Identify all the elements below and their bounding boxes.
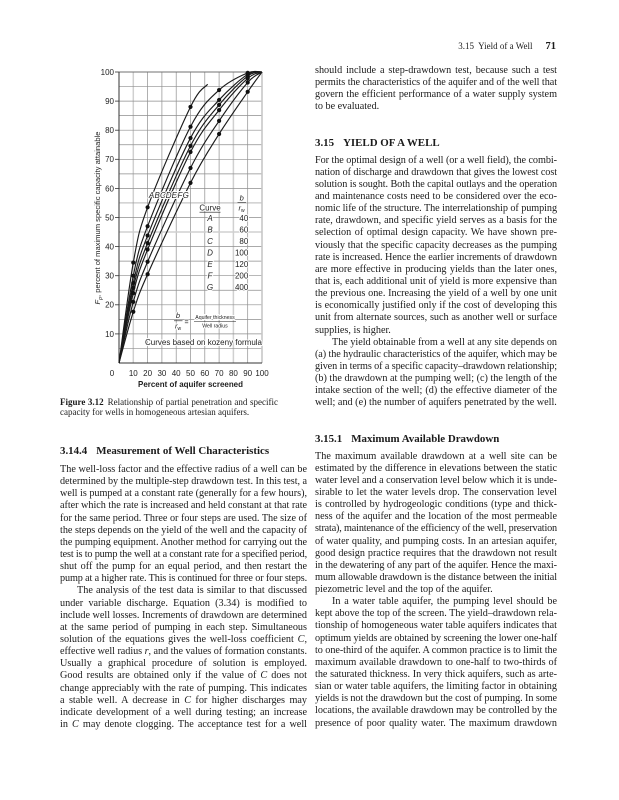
line-text (60, 634, 307, 646)
text-line (315, 463, 557, 475)
paragraph (60, 464, 307, 585)
data-point-g (131, 310, 135, 314)
data-point-f (246, 80, 250, 84)
legend-ratio-value: 100 (234, 248, 249, 258)
legend-curve-name: B (207, 225, 213, 235)
data-point-d (188, 144, 192, 148)
line-text: tionship of homogeneous water table aquifers indicates that (315, 620, 557, 632)
line-text: Usually a graphical procedure of solution is employed. (60, 658, 307, 670)
paragraph (315, 65, 557, 114)
paragraph (60, 585, 307, 731)
line-text: the steps depends on the yield of the well and the capacity of (60, 524, 307, 536)
x-tick-label: 40 (171, 369, 181, 378)
text-line (315, 167, 557, 179)
data-point-b (131, 274, 135, 278)
x-axis-label: Percent of aquifer screened (138, 379, 243, 389)
text-line (315, 264, 557, 276)
x-tick-label: 0 (109, 369, 115, 378)
text-line (60, 634, 307, 646)
text-line (315, 276, 557, 288)
line-text: The well-loss factor and the effective radius of a well can be (60, 464, 307, 475)
legend-ratio-value: 200 (234, 271, 249, 281)
text-run: in (60, 718, 73, 730)
figure-chart (60, 55, 310, 395)
y-axis-label-text: , percent of maximum specific capacity attainable (93, 131, 102, 297)
line-text: is controlled by hydrogeologic conditions (type and thick- (315, 499, 557, 511)
y-tick-label: 20 (105, 300, 114, 310)
line-text: include well losses. Increments of drawdown are determined (60, 609, 307, 621)
text-line (60, 646, 307, 658)
text-line (315, 397, 557, 409)
right-column (315, 65, 557, 730)
line-text: rate, drawdown, and specific yield serves as a basis for the (315, 215, 557, 227)
line-text: presence of poor quality water. The maximum drawdown (315, 717, 557, 729)
text-line (315, 203, 557, 215)
line-text: given in terms of a specific capacity–drawdown relationship; (315, 360, 557, 372)
ratio-lhs-denominator (175, 322, 182, 333)
x-tick-label: 90 (243, 369, 253, 378)
section-number: 3.15 (315, 136, 335, 149)
text-line (315, 548, 557, 560)
line-text: change appreciably with the rate of pumping. This indicates (60, 682, 307, 694)
text-line (60, 525, 307, 537)
text-line (315, 511, 557, 523)
line-text: test is to pump the well at a constant rate for a specified period, (60, 548, 307, 560)
italic-symbol: C (297, 633, 305, 645)
text-line (60, 488, 307, 500)
line-text: ness of the aquifer and the location of the most permeable (315, 511, 557, 523)
text-line (315, 179, 557, 191)
line-text: are more effective in producing yields than the later ones, (315, 263, 557, 275)
paragraph (315, 451, 557, 597)
line-text: selection of optimal design capacity. We have shown pre- (315, 227, 557, 239)
curve-label-g: G (182, 191, 189, 200)
section-title: YIELD OF A WELL (343, 136, 440, 149)
text-line (315, 633, 557, 645)
italic-symbol: C (260, 670, 268, 682)
x-tick-label: 70 (214, 369, 224, 378)
line-text: after which the rate is increased and held constant at that rate (60, 500, 307, 512)
y-tick-label: 10 (105, 329, 114, 339)
figure-label: Figure 3.12 (60, 396, 104, 407)
y-tick-label: 30 (105, 271, 114, 281)
data-point-a (131, 261, 135, 265)
data-point-a (146, 205, 150, 209)
line-text: maximum available drawdown to one-half to two-thirds of (315, 656, 557, 668)
data-point-g (188, 181, 192, 185)
legend-ratio-value: 60 (239, 225, 249, 235)
text-line (315, 325, 557, 337)
line-text: determined by the multiple-step drawdown test. In this test, a (60, 476, 307, 488)
line-text: The analysis of the test data is similar to that discussed (77, 585, 307, 597)
text-line (315, 572, 557, 584)
text-line (315, 681, 557, 693)
italic-symbol: C (184, 694, 191, 706)
text-line (315, 584, 557, 596)
data-point-e (146, 247, 150, 251)
line-text: locations, the available drawdown may be controlled by the (315, 705, 557, 717)
line-text: good design practice requires that the drawdown not result (315, 547, 557, 559)
caption-text: capacity for wells in homogeneous artesian aquifers. (60, 407, 250, 418)
text-line (315, 645, 557, 657)
curve-label-d: D (165, 191, 172, 200)
line-text: kept above the top of the screen. The yield–drawdown rela- (315, 608, 557, 620)
line-text: at the same period of pumping in each step. Simultaneous (60, 621, 307, 633)
caption-line (60, 407, 278, 418)
legend-header-ratio-denominator (239, 204, 246, 215)
data-point-a (188, 105, 192, 109)
text-line (315, 705, 557, 717)
line-text: solution is sought. Both the capital outlays and the operation (315, 178, 557, 190)
y-tick-label: 60 (105, 184, 114, 194)
ratio-rhs-numerator: Aquifer thickness (195, 315, 235, 321)
text-line (315, 608, 557, 620)
text-line (60, 573, 307, 585)
line-text: pump at a higher rate. This is continued for three or four steps. (60, 573, 307, 585)
caption-line-text (60, 407, 249, 418)
line-text: mum allowable drawdown is the distance between the initial (315, 571, 557, 583)
text-run: solution of the equations gives the well-loss coefficient (60, 633, 298, 645)
line-text: of water quality, and pumping costs. In an artesian aquifer, (315, 535, 557, 547)
data-point-d (146, 241, 150, 245)
page-number: 71 (545, 41, 556, 52)
chart-note: Curves based on kozeny formula (145, 338, 263, 347)
legend-curve-name: C (207, 237, 213, 246)
legend-header-ratio-r: r (238, 203, 241, 213)
line-text: is economically justified only if the cost of developing this (315, 300, 557, 312)
line-text: shut off the pump for an equal period, and then restart the (60, 561, 307, 573)
data-point-f (217, 119, 221, 123)
line-text: yields is not the drawdown but the cost of pumping. In some (315, 693, 557, 705)
data-point-g (246, 90, 250, 94)
data-point-c (188, 136, 192, 140)
text-line (60, 683, 307, 695)
text-line (315, 101, 557, 113)
text-line (315, 536, 557, 548)
data-point-e (131, 291, 135, 295)
line-text: to be evaluated. (315, 101, 380, 113)
line-text: should include a step-drawdown test, because such a test (315, 65, 557, 76)
data-point-c (217, 98, 221, 102)
line-text: that is, each additional unit of yield is more expensive than (315, 275, 557, 287)
ratio-lhs-numerator: b (175, 311, 181, 320)
ratio-definition (174, 311, 236, 332)
text-line (60, 695, 307, 707)
line-text: optimum yields are obtained by screening the lower one-half (315, 632, 557, 644)
legend (199, 194, 249, 292)
data-point-b (188, 125, 192, 129)
text-run: , (304, 633, 307, 645)
line-text: the saturated thickness. In very thick aquifers, such as arte- (315, 669, 557, 681)
text-line (315, 560, 557, 572)
legend-curve-name: A (207, 214, 213, 223)
line-text: unit from alternate sources, such as another well or surface (315, 312, 557, 324)
text-run: for higher discharges may (191, 694, 307, 706)
running-head (458, 40, 556, 52)
y-tick-label: 50 (105, 213, 114, 223)
line-text: (a) the hydraulic characteristics of the aquifer, which may be (315, 348, 557, 360)
legend-ratio-value: 80 (239, 237, 249, 246)
italic-symbol: r (144, 646, 149, 658)
line-text: under variable discharge. Equation (3.34) is modified to (60, 597, 307, 609)
text-line (60, 658, 307, 670)
legend-header-ratio-subscript: w (241, 208, 245, 215)
line-text: strata), maintenance of the efficiency of the well, preservation (315, 523, 557, 535)
section-number: 3.14.4 (60, 445, 88, 457)
line-text: permits the characteristics of the aquifer and of the well that (315, 77, 557, 89)
line-text: for the same period. Three or four steps are used. The size of (60, 512, 307, 524)
text-run: Good results are obtained only if the value of (60, 670, 261, 682)
text-line (60, 707, 307, 719)
line-text (60, 719, 307, 731)
line-text: water level and a conservation level below which it is unde- (315, 474, 557, 486)
legend-header-ratio-numerator: b (239, 193, 244, 203)
text-line (60, 537, 307, 549)
curve-labels (148, 191, 189, 200)
text-line (60, 719, 307, 731)
text-line (315, 155, 557, 167)
y-tick-label: 70 (105, 155, 114, 165)
paragraph (315, 596, 557, 730)
text-line (315, 693, 557, 705)
section-title: Measurement of Well Characteristics (96, 445, 270, 457)
legend-curve-name: F (207, 271, 213, 281)
left-column (60, 444, 307, 731)
figure-caption (60, 397, 278, 418)
legend-curve-name: G (206, 283, 214, 292)
text-line (315, 373, 557, 385)
line-text (60, 646, 307, 658)
text-line (60, 585, 307, 597)
x-tick-label: 10 (128, 369, 138, 378)
paragraph (315, 155, 557, 337)
paragraph (315, 337, 557, 410)
text-line (60, 513, 307, 525)
ratio-lhs-r: r (175, 321, 178, 331)
line-text: govern the efficient performance of a water supply system (315, 89, 557, 101)
line-text: intake section of the well; (d) the effective diameter of the (315, 385, 557, 397)
legend-rows (206, 214, 249, 292)
data-point-g (146, 272, 150, 276)
section-heading (60, 444, 307, 458)
text-line (315, 385, 557, 397)
text-line (60, 610, 307, 622)
line-text: supplies, is higher. (315, 324, 391, 336)
curve-label-f: F (177, 191, 183, 200)
data-point-e (188, 150, 192, 154)
caption-text: Relationship of partial penetration and specific (107, 396, 278, 407)
x-tick-label: 50 (186, 369, 195, 378)
text-line (315, 337, 557, 349)
data-point-e (246, 76, 250, 80)
italic-symbol: C (72, 718, 79, 730)
text-line (315, 669, 557, 681)
data-point-e (217, 108, 221, 112)
legend-ratio-value: 120 (234, 260, 249, 269)
ratio-equals-sign: = (184, 319, 189, 327)
line-text: piezometric level and the top of the aquifer. (315, 584, 493, 596)
data-point-f (188, 166, 192, 170)
caption-line (60, 397, 278, 408)
ratio-rhs-denominator: Well radius (202, 323, 228, 330)
running-title: 3.15 Yield of a Well (458, 41, 533, 51)
curve-label-b: B (154, 191, 160, 200)
text-line (315, 361, 557, 373)
line-text (60, 670, 307, 682)
text-line (60, 464, 307, 476)
y-axis-label-subscript: p (97, 296, 104, 300)
text-line (315, 487, 557, 499)
line-text: (b) the drawdown at the pumping well; (c) the length of the (315, 373, 557, 385)
ratio-lhs-subscript: w (177, 326, 182, 332)
line-text: the pumping equipment. Another method for carrying out the (60, 536, 307, 548)
text-line (315, 240, 557, 252)
line-text (60, 695, 307, 707)
line-text: sian or water table aquifers, the limiting factor in obtaining (315, 681, 557, 693)
line-text: In a water table aquifer, the pumping level should be (332, 596, 557, 608)
text-line (315, 523, 557, 535)
line-text: estimated by the difference in elevations between the static (315, 462, 557, 474)
text-line (315, 77, 557, 89)
data-point-f (146, 260, 150, 264)
text-line (315, 300, 557, 312)
text-run: a stable well. A decrease in (60, 694, 185, 706)
curve-label-c: C (160, 191, 166, 200)
curve-label-a: A (148, 191, 155, 200)
y-axis-label (93, 132, 104, 305)
curve-label-e: E (171, 191, 177, 200)
text-line (315, 312, 557, 324)
text-line (315, 596, 557, 608)
x-tick-label: 100 (255, 369, 269, 378)
legend-curve-name: D (207, 248, 213, 258)
line-text: nomic life of the structure. The interrelationship of pumping (315, 203, 557, 215)
line-text: The maximum available drawdown at a well site can be (315, 450, 557, 462)
x-tick-label: 20 (143, 369, 153, 378)
text-line (315, 191, 557, 203)
text-line (315, 288, 557, 300)
line-text: well; and (e) the number of aquifers penetrated by the well. (315, 397, 557, 409)
legend-curve-name: E (207, 260, 213, 269)
text-run: , and the values of formation constants. (148, 646, 307, 658)
text-line (315, 349, 557, 361)
text-line (315, 620, 557, 632)
line-text: The yield obtainable from a well at any site depends on (332, 336, 557, 348)
text-line (315, 657, 557, 669)
line-text: the previous one. Increasing the yield of a well by one unit (315, 288, 557, 300)
line-text: in the dewatering of any part of the aquifer. Hence the maxi- (315, 559, 557, 571)
line-text: to one-third of the aquifer. A common practice is to limit the (315, 644, 557, 656)
x-tick-label: 80 (228, 369, 238, 378)
legend-ratio-value: 400 (234, 283, 249, 292)
x-tick-label: 60 (200, 369, 210, 378)
data-point-c (131, 281, 135, 285)
text-line (315, 718, 557, 730)
text-line (315, 451, 557, 463)
text-line (60, 622, 307, 634)
text-line (315, 215, 557, 227)
section-number: 3.15.1 (315, 432, 343, 445)
line-text: indicate development of a well during testing; an increase (60, 706, 307, 718)
text-run: does not (267, 670, 307, 682)
text-line (60, 561, 307, 573)
section-heading (315, 136, 557, 150)
y-tick-label: 80 (105, 126, 114, 136)
y-tick-label: 40 (105, 242, 114, 252)
text-line (315, 65, 557, 77)
text-run: effective well radius (60, 646, 145, 658)
data-point-d (217, 103, 221, 107)
line-text: well is pumped at a constant rate (generally for a few hours), (60, 488, 307, 500)
text-run: may denote clogging. The acceptance test for a well (78, 718, 307, 730)
data-point-b (146, 224, 150, 228)
text-line (315, 227, 557, 239)
data-point-g (217, 132, 221, 136)
data-point-c (146, 233, 150, 237)
caption-line-text (60, 397, 278, 408)
text-line (60, 476, 307, 488)
data-point-b (217, 88, 221, 92)
legend-ratio-value: 40 (239, 214, 249, 223)
legend-header-curve: Curve (199, 203, 221, 213)
line-text: rate is increased. Hence the earlier increments of drawdown (315, 251, 557, 263)
line-text: sirable to let the water levels drop. The conservation level (315, 486, 557, 498)
data-point-f (131, 300, 135, 304)
text-line (60, 549, 307, 561)
data-point-d (131, 286, 135, 290)
text-line (315, 89, 557, 101)
section-heading (315, 432, 557, 446)
y-axis-label-symbol: F (93, 299, 102, 305)
text-line (315, 252, 557, 264)
y-tick-label: 100 (100, 67, 114, 77)
text-line (315, 499, 557, 511)
text-line (60, 670, 307, 682)
line-text: and maintenance costs need to be considered over the eco- (315, 190, 557, 202)
x-tick-label: 30 (157, 369, 167, 378)
section-title: Maximum Available Drawdown (351, 432, 500, 445)
y-tick-label: 90 (105, 97, 114, 106)
text-line (315, 475, 557, 487)
line-text: For the optimal design of a well (or a well field), the combi- (315, 154, 557, 166)
line-text: viously that the specific capacity decreases as the pumping (315, 239, 557, 251)
text-line (60, 500, 307, 512)
line-text: nation of discharge and drawdown that gives the lowest cost (315, 166, 557, 178)
text-line (60, 598, 307, 610)
